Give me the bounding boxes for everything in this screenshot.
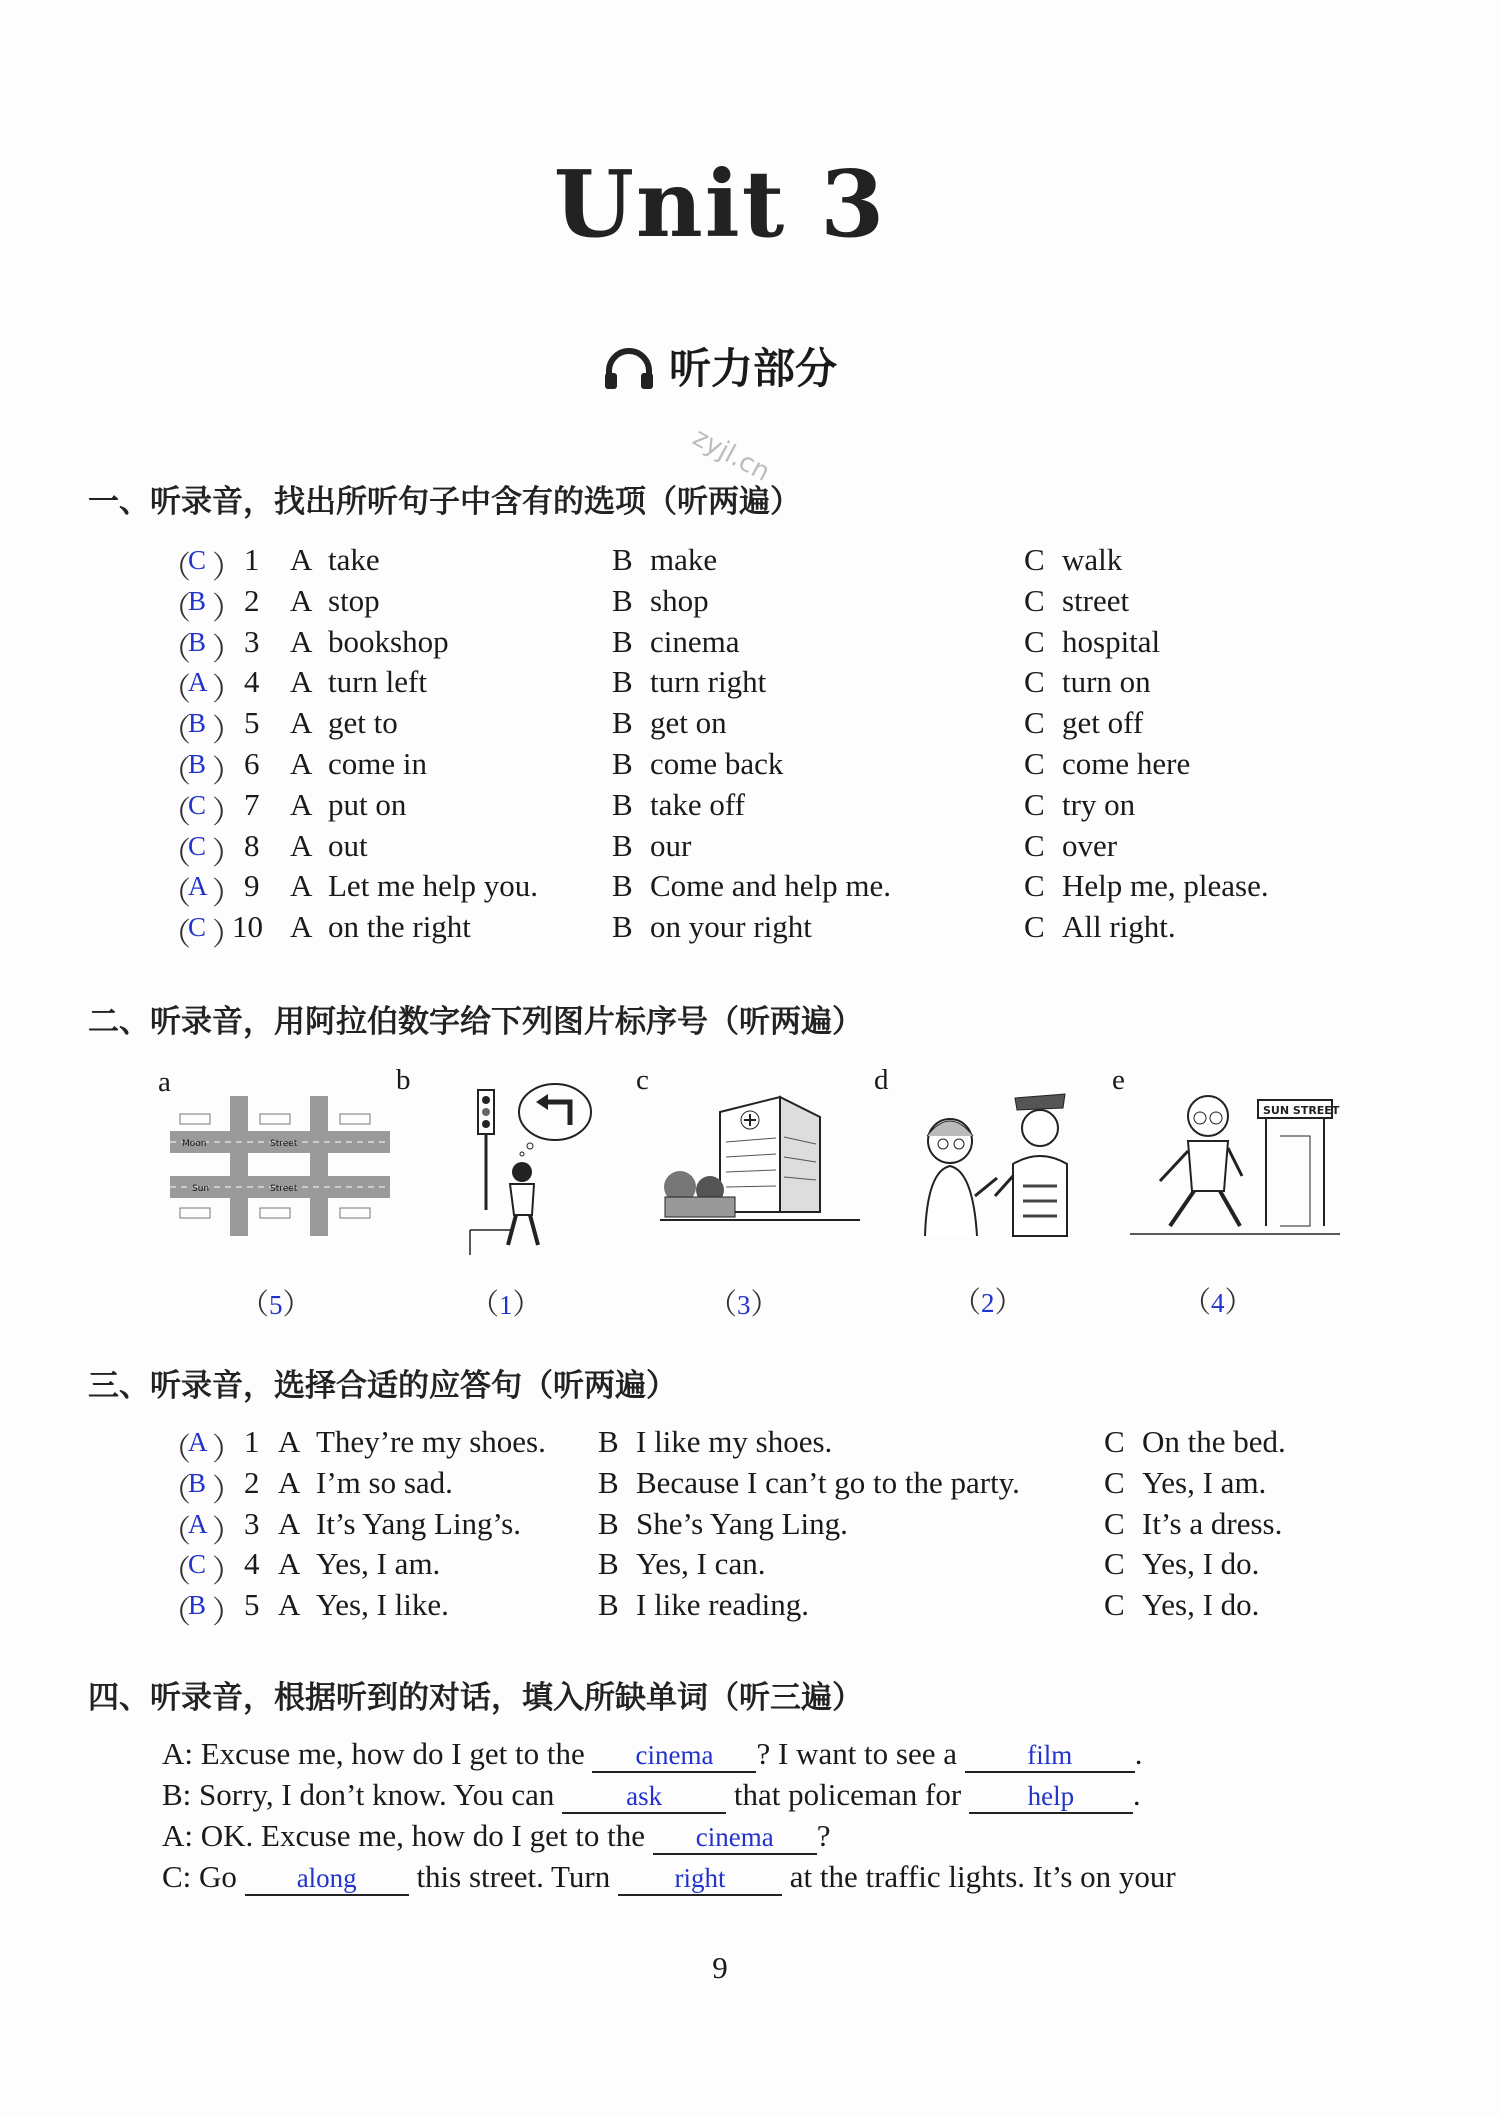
picture-e-letter: e xyxy=(1112,1064,1125,1096)
picture-d-answer: （2） xyxy=(952,1287,1024,1319)
option-a-text: It’s Yang Ling’s. xyxy=(316,1505,521,1541)
option-c-label: C xyxy=(1024,705,1045,741)
blank-4: help xyxy=(969,1780,1133,1814)
paren-close: ） xyxy=(212,794,243,830)
option-c-text: Yes, I am. xyxy=(1142,1464,1267,1500)
paren-open: （ xyxy=(160,672,191,708)
picture-e-number: 4 xyxy=(1211,1288,1225,1318)
answer-letter: A xyxy=(188,871,208,902)
option-a-text: They’re my shoes. xyxy=(316,1424,546,1459)
option-c-label: C xyxy=(1024,786,1045,822)
option-a-label: A xyxy=(290,827,313,863)
paren-open: （ xyxy=(160,1472,191,1508)
option-a-text: put on xyxy=(328,786,407,822)
paren-close: ） xyxy=(212,1513,243,1549)
option-a-label: A xyxy=(290,705,313,741)
option-a-text: bookshop xyxy=(328,623,449,659)
answer-letter: C xyxy=(188,912,207,943)
answer-letter: C xyxy=(188,830,207,861)
option-b-text: Come and help me. xyxy=(650,868,892,904)
option-c-label: C xyxy=(1104,1546,1125,1582)
answer-letter: B xyxy=(188,1467,207,1498)
option-b-label: B xyxy=(612,705,633,741)
option-b-text: Because I can’t go to the party. xyxy=(636,1464,1020,1500)
answer-letter: B xyxy=(188,626,207,657)
paren-open: （ xyxy=(160,917,191,953)
option-b-text: take off xyxy=(650,786,745,822)
answer-letter: A xyxy=(188,1508,208,1539)
option-a-label: A xyxy=(290,909,313,945)
option-c-text: It’s a dress. xyxy=(1142,1505,1283,1541)
option-b-label: B xyxy=(612,827,633,863)
paren-close: ） xyxy=(212,590,243,626)
option-b-label: B xyxy=(598,1464,619,1500)
option-a-text: get to xyxy=(328,705,398,741)
map-label-sun: Sun xyxy=(192,1184,210,1194)
map-label-moon: Moon xyxy=(182,1139,207,1149)
paren-open: （ xyxy=(160,754,191,789)
picture-b-number: 1 xyxy=(499,1290,513,1320)
option-c-label: C xyxy=(1024,542,1045,577)
option-b-text: make xyxy=(650,542,718,577)
paren-close: ） xyxy=(212,835,243,871)
option-b-text: I like reading. xyxy=(636,1587,810,1623)
paren-close: ） xyxy=(212,876,243,912)
paren-close: ） xyxy=(212,1595,243,1631)
option-a-text: come in xyxy=(328,746,427,781)
question-number: 4 xyxy=(244,1546,260,1582)
option-a-text: on the right xyxy=(328,909,471,945)
blank-2: film xyxy=(965,1739,1135,1773)
map-label-street-1: Street xyxy=(270,1139,298,1149)
section-title-text: 听力部分 xyxy=(668,344,837,393)
option-a-label: A xyxy=(290,623,313,659)
hospital-picture xyxy=(660,1092,860,1232)
paren-close: ） xyxy=(212,754,243,789)
section-title xyxy=(0,336,1440,396)
option-b-label: B xyxy=(612,786,633,822)
question-number: 2 xyxy=(244,582,260,618)
option-b-text: get on xyxy=(650,705,727,741)
question-number: 5 xyxy=(244,1587,260,1623)
watermark: zyjl.cn xyxy=(687,422,775,488)
question-number: 1 xyxy=(244,1424,260,1459)
option-c-text: walk xyxy=(1062,542,1123,577)
answer-letter: C xyxy=(188,1549,207,1580)
paren-open: （ xyxy=(160,1595,191,1631)
picture-c-answer: （3） xyxy=(708,1289,780,1321)
option-b-text: I like my shoes. xyxy=(636,1424,833,1459)
option-c-label: C xyxy=(1104,1424,1125,1459)
option-b-text: on your right xyxy=(650,909,812,945)
option-a-text: Let me help you. xyxy=(328,868,539,904)
option-a-label: A xyxy=(290,582,313,618)
question-number: 3 xyxy=(244,623,260,659)
paren-close: ） xyxy=(212,672,243,708)
answer-letter: C xyxy=(188,789,207,820)
sun-street-sign: SUN STREET xyxy=(1263,1104,1340,1117)
dialog-line-1: A: Excuse me, how do I get to the cinema ? I want to see a film . xyxy=(162,1736,1143,1771)
option-a-label: A xyxy=(278,1464,301,1500)
part4-heading: 四、听录音，根据听到的对话，填入所缺单词（听三遍） xyxy=(88,1680,863,1716)
map-label-street-2: Street xyxy=(270,1184,298,1194)
answer-letter: B xyxy=(188,1590,207,1621)
option-b-text: turn right xyxy=(650,664,767,700)
picture-d-letter: d xyxy=(874,1064,889,1096)
option-c-label: C xyxy=(1024,664,1045,700)
question-number: 4 xyxy=(244,664,260,700)
option-c-text: Yes, I do. xyxy=(1142,1546,1260,1582)
policeman-picture xyxy=(905,1086,1095,1246)
option-b-label: B xyxy=(598,1505,619,1541)
part2-heading: 二、听录音，用阿拉伯数字给下列图片标序号（听两遍） xyxy=(88,1004,863,1040)
blank-3: ask xyxy=(562,1780,726,1814)
answer-letter: A xyxy=(188,1427,208,1457)
option-b-label: B xyxy=(612,746,633,781)
option-b-label: B xyxy=(598,1587,619,1623)
option-a-text: Yes, I am. xyxy=(316,1546,441,1582)
option-c-label: C xyxy=(1024,909,1045,945)
paren-open: （ xyxy=(160,631,191,667)
option-b-text: shop xyxy=(650,582,709,618)
option-b-text: She’s Yang Ling. xyxy=(636,1505,848,1541)
paren-open: （ xyxy=(160,1554,191,1590)
option-c-label: C xyxy=(1024,582,1045,618)
paren-open: （ xyxy=(160,550,191,585)
question-number: 7 xyxy=(244,786,260,822)
option-c-text: come here xyxy=(1062,746,1191,781)
question-number: 9 xyxy=(244,868,260,904)
answer-letter: B xyxy=(188,749,207,779)
paren-open: （ xyxy=(160,835,191,871)
unit-title: Unit 3 xyxy=(553,150,887,258)
answer-letter: B xyxy=(188,708,207,739)
option-c-text: over xyxy=(1062,827,1118,863)
paren-close: ） xyxy=(212,917,243,953)
paren-close: ） xyxy=(212,1472,243,1508)
blank-5: cinema xyxy=(653,1821,817,1855)
option-a-text: out xyxy=(328,827,368,863)
question-number: 10 xyxy=(232,909,263,945)
option-c-text: hospital xyxy=(1062,623,1161,659)
answer-letter: A xyxy=(188,667,208,698)
paren-close: ） xyxy=(212,1432,243,1467)
option-c-text: get off xyxy=(1062,705,1144,741)
sun-street-picture xyxy=(1130,1086,1340,1246)
traffic-light-picture xyxy=(460,1080,595,1260)
question-number: 3 xyxy=(244,1505,260,1541)
question-number: 1 xyxy=(244,542,260,577)
paren-open: （ xyxy=(160,1432,191,1467)
picture-d-number: 2 xyxy=(981,1288,995,1318)
option-b-label: B xyxy=(612,868,633,904)
option-c-label: C xyxy=(1104,1505,1125,1541)
answer-letter: C xyxy=(188,545,207,575)
option-a-label: A xyxy=(278,1505,301,1541)
street-map-picture xyxy=(170,1096,390,1236)
option-c-text: Help me, please. xyxy=(1062,868,1269,904)
option-a-label: A xyxy=(290,868,313,904)
picture-a-number: 5 xyxy=(269,1290,283,1320)
option-a-label: A xyxy=(290,746,313,781)
picture-a-letter: a xyxy=(158,1066,171,1098)
dialog-line-3: A: OK. Excuse me, how do I get to the cinema ? xyxy=(162,1818,831,1853)
dialog-line-4: C: Go along this street. Turn right at the traffic lights. It’s on your xyxy=(162,1859,1176,1894)
option-b-label: B xyxy=(612,542,633,577)
option-a-text: stop xyxy=(328,582,380,618)
paren-close: ） xyxy=(212,1554,243,1590)
paren-close: ） xyxy=(212,550,243,585)
blank-1: cinema xyxy=(592,1739,756,1773)
picture-c-number: 3 xyxy=(737,1290,751,1320)
headphones-icon xyxy=(603,347,655,391)
blank-6: along xyxy=(245,1862,409,1896)
option-c-label: C xyxy=(1104,1587,1125,1623)
option-c-text: On the bed. xyxy=(1142,1424,1286,1459)
option-b-label: B xyxy=(612,664,633,700)
option-a-label: A xyxy=(290,664,313,700)
option-a-text: turn left xyxy=(328,664,427,700)
option-b-text: cinema xyxy=(650,623,740,659)
option-b-label: B xyxy=(598,1546,619,1582)
option-b-label: B xyxy=(612,582,633,618)
question-number: 5 xyxy=(244,705,260,741)
option-c-text: street xyxy=(1062,582,1130,618)
option-c-text: Yes, I do. xyxy=(1142,1587,1260,1623)
dialog-line-2: B: Sorry, I don’t know. You can ask that policeman for help . xyxy=(162,1777,1141,1812)
option-c-label: C xyxy=(1024,623,1045,659)
picture-e-answer: （4） xyxy=(1182,1287,1254,1319)
blank-7: right xyxy=(618,1862,782,1896)
option-c-label: C xyxy=(1024,868,1045,904)
option-c-label: C xyxy=(1024,827,1045,863)
part1-heading: 一、听录音，找出所听句子中含有的选项（听两遍） xyxy=(88,484,801,520)
option-a-label: A xyxy=(278,1424,301,1459)
page-number: 9 xyxy=(712,1950,728,1985)
option-a-label: A xyxy=(290,542,313,577)
option-a-label: A xyxy=(290,786,313,822)
option-b-text: Yes, I can. xyxy=(636,1546,766,1582)
option-b-label: B xyxy=(612,909,633,945)
option-a-label: A xyxy=(278,1546,301,1582)
option-c-label: C xyxy=(1024,746,1045,781)
option-b-text: our xyxy=(650,827,692,863)
option-a-text: take xyxy=(328,542,380,577)
option-c-text: turn on xyxy=(1062,664,1151,700)
option-b-label: B xyxy=(612,623,633,659)
paren-open: （ xyxy=(160,713,191,749)
picture-a-answer: （5） xyxy=(240,1289,312,1321)
part3-heading: 三、听录音，选择合适的应答句（听两遍） xyxy=(88,1368,677,1404)
picture-b-answer: （1） xyxy=(470,1289,542,1321)
paren-open: （ xyxy=(160,1513,191,1549)
paren-close: ） xyxy=(212,713,243,749)
paren-open: （ xyxy=(160,794,191,830)
answer-letter: B xyxy=(188,585,207,616)
question-number: 2 xyxy=(244,1464,260,1500)
option-a-text: I’m so sad. xyxy=(316,1464,453,1500)
question-number: 6 xyxy=(244,746,260,781)
paren-open: （ xyxy=(160,876,191,912)
question-number: 8 xyxy=(244,827,260,863)
option-c-text: try on xyxy=(1062,786,1136,822)
option-c-text: All right. xyxy=(1062,909,1176,945)
option-c-label: C xyxy=(1104,1464,1125,1500)
picture-c-letter: c xyxy=(636,1064,649,1096)
option-a-text: Yes, I like. xyxy=(316,1587,449,1623)
option-b-text: come back xyxy=(650,746,784,781)
picture-b-letter: b xyxy=(396,1064,411,1096)
paren-close: ） xyxy=(212,631,243,667)
paren-open: （ xyxy=(160,590,191,626)
option-b-label: B xyxy=(598,1424,619,1459)
option-a-label: A xyxy=(278,1587,301,1623)
